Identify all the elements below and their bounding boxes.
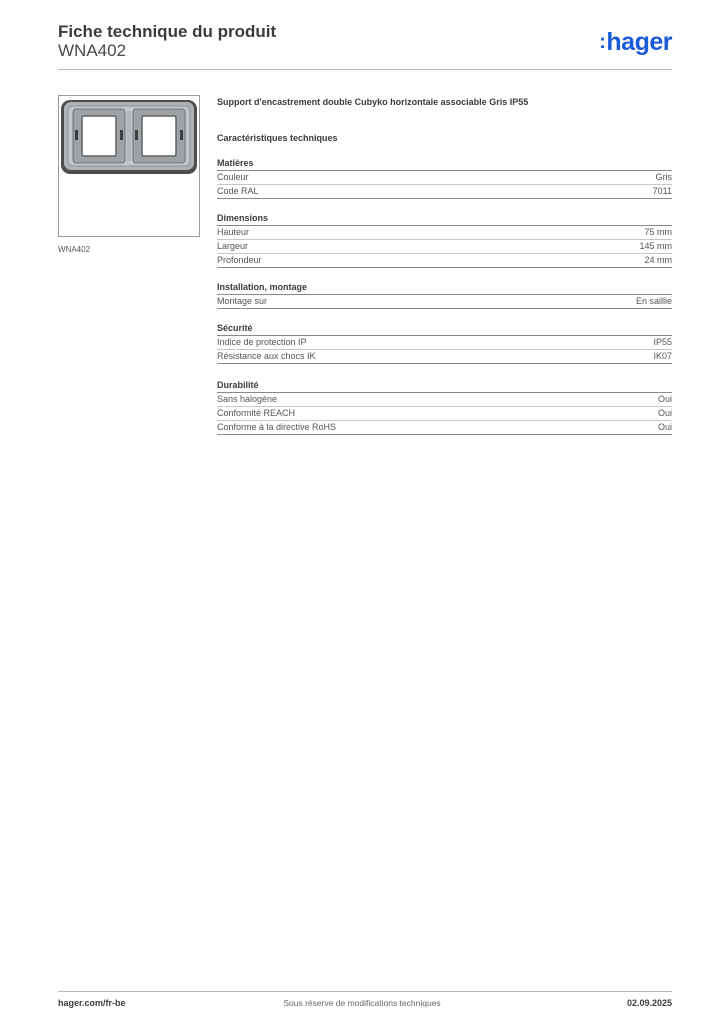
spec-content <box>217 95 672 435</box>
spec-group-title: Durabilité <box>217 379 672 393</box>
spec-value: 7011 <box>652 186 672 196</box>
spec-row <box>217 336 672 350</box>
footer-disclaimer: Sous réserve de modifications techniques <box>283 998 441 1008</box>
spec-group-title: Sécurité <box>217 322 672 336</box>
spec-label: Conformité REACH <box>217 408 296 418</box>
specs-heading: Caractéristiques techniques <box>217 133 338 143</box>
page-title: Fiche technique du produit <box>58 22 277 41</box>
header-divider <box>58 69 672 70</box>
spec-label: Résistance aux chocs IK <box>217 351 316 361</box>
spec-value: 24 mm <box>644 255 672 265</box>
product-image <box>58 95 200 237</box>
logo-text: hager <box>606 28 672 56</box>
spec-group-title: Installation, montage <box>217 281 672 295</box>
spec-value: 145 mm <box>639 241 672 251</box>
spec-label: Conforme à la directive RoHS <box>217 422 337 432</box>
page-header <box>58 20 672 70</box>
spec-group-security <box>217 322 672 364</box>
spec-row <box>217 240 672 254</box>
spec-group-durability <box>217 379 672 435</box>
spec-row <box>217 295 672 309</box>
spec-label: Indice de protection IP <box>217 337 307 347</box>
spec-label: Sans halogène <box>217 394 278 404</box>
spec-label: Code RAL <box>217 186 259 196</box>
spec-value: En saillie <box>635 296 672 306</box>
spec-value: IP55 <box>653 337 672 347</box>
spec-value: Oui <box>657 394 672 404</box>
spec-label: Profondeur <box>217 255 262 265</box>
spec-label: Montage sur <box>217 296 268 306</box>
spec-label: Largeur <box>217 241 249 251</box>
double-mounting-box-illustration <box>59 96 199 236</box>
logo-dots: : <box>599 31 606 53</box>
spec-value: Gris <box>655 172 672 182</box>
product-description: Support d'encastrement double Cubyko horizontale associable Gris IP55 <box>217 97 529 107</box>
spec-label: Hauteur <box>217 227 250 237</box>
spec-group-dimensions <box>217 212 672 268</box>
spec-value: Oui <box>657 422 672 432</box>
spec-value: Oui <box>657 408 672 418</box>
footer-website-link[interactable]: hager.com/fr-be <box>58 998 126 1008</box>
spec-value: 75 mm <box>644 227 672 237</box>
spec-row <box>217 226 672 240</box>
spec-group-installation <box>217 281 672 309</box>
product-reference: WNA402 <box>58 41 127 60</box>
spec-row <box>217 171 672 185</box>
footer-date: 02.09.2025 <box>626 998 672 1008</box>
spec-label: Couleur <box>217 172 249 182</box>
spec-row <box>217 254 672 268</box>
spec-row <box>217 393 672 407</box>
hager-logo <box>599 28 672 57</box>
product-image-caption: WNA402 <box>58 245 91 254</box>
footer-divider <box>58 991 672 992</box>
spec-row <box>217 421 672 435</box>
spec-value: IK07 <box>653 351 672 361</box>
spec-group-title: Dimensions <box>217 212 672 226</box>
spec-row <box>217 407 672 421</box>
spec-row <box>217 185 672 199</box>
spec-row <box>217 350 672 364</box>
spec-group-title: Matières <box>217 157 672 171</box>
spec-group-materials <box>217 157 672 199</box>
